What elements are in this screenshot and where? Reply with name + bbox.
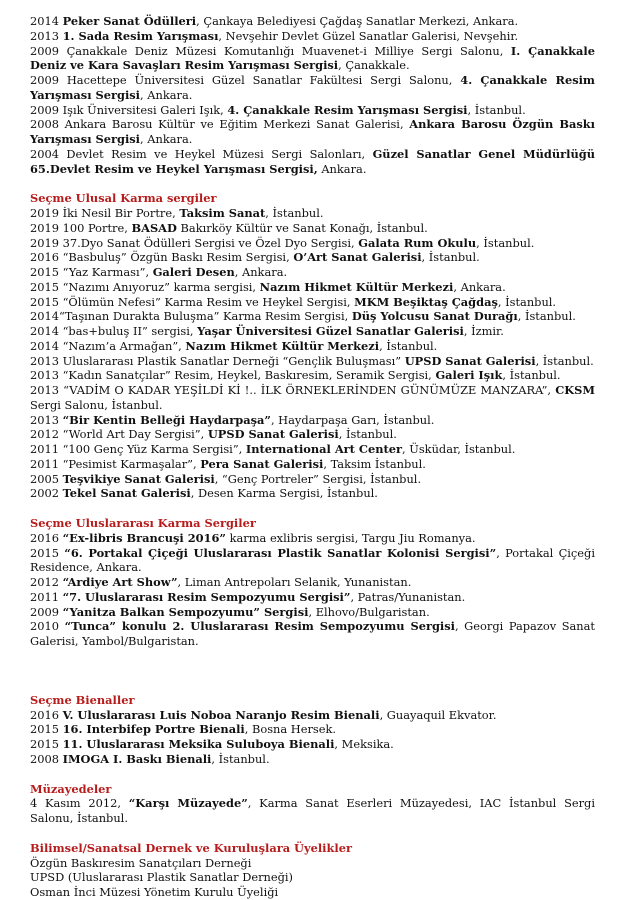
entry-text: 2019 100 Portre,: [30, 220, 132, 235]
section-4: [30, 782, 595, 826]
entry-text: , Ankara.: [453, 279, 506, 294]
entry-text: 2013: [30, 28, 63, 43]
entry-text: , Taksim İstanbul.: [323, 456, 426, 471]
entry-text: Bakırköy Kültür ve Sanat Konağı, İstanbul.: [176, 220, 428, 235]
entry: [30, 265, 595, 280]
entry-text: , Haydarpaşa Garı, İstanbul.: [270, 412, 435, 427]
entry-bold-text: “Bir Kentin Belleği Haydarpaşa”: [62, 412, 271, 427]
entry: [30, 619, 595, 649]
entry-text: 2015: [30, 722, 63, 737]
entry: [30, 73, 595, 103]
entry-bold-text: Yaşar Üniversitesi Güzel Sanatlar Galerisi: [197, 324, 464, 338]
entry: [30, 531, 595, 546]
entry-text: 2009: [30, 604, 63, 619]
entry: [30, 856, 595, 871]
entry-bold-text: Nazım Hikmet Kültür Merkezi: [259, 279, 454, 294]
entry-text: 2011 “100 Genç Yüz Karma Sergisi”,: [30, 442, 246, 456]
entry-text: 2005: [30, 471, 63, 486]
entry: [30, 457, 595, 472]
entry-text: , Patras/Yunanistan.: [350, 589, 466, 604]
entry: [30, 309, 595, 324]
entry-text: 2009 Hacettepe Üniversitesi Güzel Sanatlar Fakültesi Sergi Salonu,: [30, 73, 461, 87]
entry-text: , Georgi Papazov Sanat Galerisi, Yambol/Bulgaristan.: [30, 619, 596, 648]
entry-bold-text: “7. Uluslararası Resim Sempozyumu Sergisi”: [62, 589, 351, 604]
entry-text: , İstanbul.: [497, 294, 557, 309]
entry-text: 2016 “Basbuluş” Özgün Baskı Resim Sergisi,: [30, 250, 294, 265]
entry-text: 2016: [30, 707, 63, 722]
entry: [30, 206, 595, 221]
entry-text: 2008 Ankara Barosu Kültür ve Eğitim Merkezi Sanat Galerisi,: [30, 117, 410, 132]
entry-text: 2014 “bas+buluş II” sergisi,: [30, 324, 198, 338]
entry-text: 2012 “World Art Day Sergisi”,: [30, 427, 208, 442]
entry-bold-text: Galeri Desen: [152, 265, 235, 279]
entry-bold-text: “Karşı Müzayede”: [128, 796, 248, 811]
entry: [30, 722, 595, 737]
entry: [30, 442, 595, 457]
entry: [30, 147, 595, 177]
entry: [30, 236, 595, 251]
entry-text: , Nevşehir Devlet Güzel Sanatlar Galerisi, Nevşehir.: [218, 28, 519, 43]
entry-text: 2015 “Ölümün Nefesi” Karma Resim ve Heykel Sergisi,: [30, 294, 355, 309]
entry-text: , “Genç Portreler” Sergisi, İstanbul.: [214, 471, 422, 486]
section-heading: Seçme Ulusal Karma sergiler: [30, 191, 217, 206]
entry-bold-text: “Yanitza Balkan Sempozyumu” Sergisi: [62, 604, 309, 619]
entry-bold-text: 4. Çanakkale Resim Yarışması Sergisi: [30, 73, 595, 102]
entry-text: , Ankara.: [234, 265, 288, 279]
entry-text: , Portakal Çiçeği Residence, Ankara.: [30, 545, 595, 575]
entry-bold-text: CKSM: [555, 383, 595, 397]
entry: [30, 708, 595, 723]
entry-bold-text: “6. Portakal Çiçeği Uluslararası Plastik Sanatlar Kolonisi Sergisi”: [64, 545, 497, 560]
entry-text: 2009 Çanakkale Deniz Müzesi Komutanlığı Muavenet-i Milliye Sergi Salonu,: [30, 43, 511, 58]
entry-text: , İstanbul.: [211, 751, 270, 766]
entry-text: , Üsküdar, İstanbul.: [402, 442, 516, 456]
entry-bold-text: “Ex-libris Brancuşi 2016”: [62, 530, 226, 545]
section-1: [30, 191, 595, 501]
entry-bold-text: “Ardiye Art Show”: [62, 575, 178, 589]
entry-bold-text: Tekel Sanat Galerisi: [62, 486, 191, 501]
entry-text: , İstanbul.: [379, 338, 438, 353]
entry-text: , Bosna Hersek.: [244, 722, 337, 737]
entry-text: 2015: [30, 737, 63, 751]
entry: [30, 383, 595, 413]
entry-text: , Liman Antrepoları Selanik, Yunanistan.: [177, 575, 412, 589]
entry-bold-text: 1. Sada Resim Yarışması: [62, 28, 219, 43]
entry: [30, 368, 595, 383]
entry-bold-text: IMOGA I. Baskı Bienali: [62, 751, 212, 766]
entry-text: 2008: [30, 751, 63, 766]
entry-bold-text: 16. Interbifep Portre Bienali: [62, 722, 245, 737]
entry-text: , İstanbul.: [535, 353, 594, 368]
entry: [30, 752, 595, 767]
entry-bold-text: UPSD Sanat Galerisi: [404, 353, 536, 368]
entry-text: 2015: [30, 545, 65, 560]
entry-bold-text: 4. Çanakkale Resim Yarışması Sergisi: [227, 102, 468, 117]
entry-text: 2015 “Yaz Karması”,: [30, 265, 153, 279]
entry-bold-text: Taksim Sanat: [179, 206, 266, 220]
entry-text: , Elhovo/Bulgaristan.: [308, 604, 430, 619]
entry-text: 2012: [30, 575, 63, 589]
entry-text: 2019 İki Nesil Bir Portre,: [30, 206, 180, 220]
entry-text: Osman İnci Müzesi Yönetim Kurulu Üyeliği: [30, 885, 279, 899]
entry-text: , Ankara.: [140, 87, 193, 102]
entry: [30, 737, 595, 752]
cv-document: [30, 14, 595, 900]
entry-text: , İstanbul.: [476, 235, 535, 250]
entry-bold-text: BASAD: [131, 220, 177, 235]
entry-bold-text: O’Art Sanat Galerisi: [293, 250, 422, 265]
entry: [30, 280, 595, 295]
entry-text: , Meksika.: [334, 737, 394, 751]
entry-text: Ankara.: [317, 161, 367, 176]
entry: [30, 324, 595, 339]
entry: [30, 486, 595, 501]
entry-text: 4 Kasım 2012,: [30, 796, 129, 811]
entry: [30, 427, 595, 442]
entry-text: Özgün Baskıresim Sanatçıları Derneği: [30, 855, 252, 870]
entry-text: 2004 Devlet Resim ve Heykel Müzesi Sergi Salonları,: [30, 146, 373, 161]
entry-text: 2011 “Pesimist Karmaşalar”,: [30, 456, 201, 471]
entry-text: , Ankara.: [140, 132, 193, 146]
entry-bold-text: Güzel Sanatlar Genel Müdürlüğü 65.Devlet Resim ve Heykel Yarışması Sergisi,: [30, 146, 595, 176]
entry: [30, 413, 595, 428]
entry-bold-text: Teşvikiye Sanat Galerisi: [62, 471, 215, 486]
section-2: [30, 516, 595, 649]
entry: [30, 339, 595, 354]
entry: [30, 590, 595, 605]
entry-bold-text: Galeri Işık: [435, 368, 503, 383]
entry: [30, 29, 595, 44]
entry: [30, 885, 595, 900]
section-5: [30, 841, 595, 900]
entry-text: 2009 Işık Üniversitesi Galeri Işık,: [30, 102, 228, 117]
entry-text: , İzmir.: [463, 324, 504, 338]
entry-text: 2013 Uluslararası Plastik Sanatlar Derneği “Gençlik Buluşması”: [30, 353, 405, 368]
entry-text: , İstanbul.: [502, 368, 561, 383]
entry: [30, 44, 595, 74]
entry: [30, 103, 595, 118]
entry-text: karma exlibris sergisi, Targu Jiu Romanya.: [225, 530, 476, 545]
entry: [30, 295, 595, 310]
entry-bold-text: MKM Beşiktaş Çağdaş: [354, 294, 498, 309]
entry: [30, 250, 595, 265]
entry-text: , İstanbul.: [265, 206, 324, 220]
entry-text: Sergi Salonu, İstanbul.: [30, 397, 163, 412]
entry: [30, 472, 595, 487]
entry-text: 2014: [30, 14, 63, 28]
entry-bold-text: I. Çanakkale Deniz ve Kara Savaşları Resim Yarışması Sergisi: [30, 43, 595, 73]
entry-bold-text: “Tunca” konulu 2. Uluslararası Resim Sempozyumu Sergisi: [64, 619, 455, 634]
entry: [30, 870, 595, 885]
entry-text: , İstanbul.: [421, 250, 480, 265]
entry-text: 2010: [30, 619, 65, 634]
entry-text: 2016: [30, 530, 63, 545]
entry-text: 2011: [30, 589, 63, 604]
entry: [30, 546, 595, 576]
entry-text: 2014“Taşınan Durakta Buluşma” Karma Resim Sergisi,: [30, 309, 352, 324]
entry-bold-text: Nazım Hikmet Kültür Merkezi: [185, 338, 380, 353]
entry-bold-text: Galata Rum Okulu: [358, 235, 477, 250]
entry-text: , Desen Karma Sergisi, İstanbul.: [190, 486, 378, 501]
entry: [30, 354, 595, 369]
entry-bold-text: UPSD Sanat Galerisi: [207, 427, 339, 442]
entry-text: , İstanbul.: [517, 309, 576, 324]
entry: [30, 221, 595, 236]
section-heading: Bilimsel/Sanatsal Dernek ve Kuruluşlara Üyelikler: [30, 840, 352, 855]
entry-bold-text: Ankara Barosu Özgün Baskı Yarışması Sergisi: [30, 117, 595, 146]
entry: [30, 575, 595, 590]
entry-text: 2015 “Nazımı Anıyoruz” karma sergisi,: [30, 279, 260, 294]
entry-text: , Çankaya Belediyesi Çağdaş Sanatlar Merkezi, Ankara.: [196, 14, 519, 28]
entry-bold-text: Peker Sanat Ödülleri: [62, 14, 197, 28]
entry-text: , Guayaquil Ekvator.: [379, 707, 497, 722]
entry-text: 2013: [30, 412, 63, 427]
entry: [30, 117, 595, 147]
entry-text: , İstanbul.: [338, 427, 397, 442]
entry: [30, 796, 595, 826]
section-3: [30, 693, 595, 767]
section-heading: Seçme Uluslararası Karma Sergiler: [30, 516, 256, 530]
entry-bold-text: 11. Uluslararası Meksika Suluboya Bienali: [62, 737, 335, 751]
entry-text: 2002: [30, 486, 63, 501]
section-heading: Müzayedeler: [30, 781, 112, 796]
section-0: [30, 14, 595, 176]
entry-bold-text: International Art Center: [245, 442, 402, 456]
entry-text: 2019 37.Dyo Sanat Ödülleri Sergisi ve Özel Dyo Sergisi,: [30, 235, 359, 250]
entry: [30, 14, 595, 29]
entry-bold-text: V. Uluslararası Luis Noboa Naranjo Resim Bienali: [62, 707, 380, 722]
entry-bold-text: Pera Sanat Galerisi: [200, 456, 324, 471]
entry-bold-text: Düş Yolcusu Sanat Durağı: [351, 309, 518, 324]
entry-text: , Çanakkale.: [338, 58, 410, 73]
entry-text: UPSD (Uluslararası Plastik Sanatlar Derneği): [30, 870, 293, 885]
entry-text: 2013 “VADİM O KADAR YEŞİLDİ Kİ !.. İLK ÖRNEKLERİNDEN GÜNÜMÜZE MANZARA”,: [30, 383, 556, 397]
section-heading: Seçme Bienaller: [30, 692, 135, 707]
entry-text: , İstanbul.: [467, 102, 526, 117]
entry-text: 2013 “Kadın Sanatçılar” Resim, Heykel, Baskıresim, Seramik Sergisi,: [30, 368, 436, 383]
entry: [30, 605, 595, 620]
entry-text: , Karma Sanat Eserleri Müzayedesi, IAC İstanbul Sergi Salonu, İstanbul.: [30, 796, 595, 825]
entry-text: 2014 “Nazım’a Armağan”,: [30, 338, 186, 353]
